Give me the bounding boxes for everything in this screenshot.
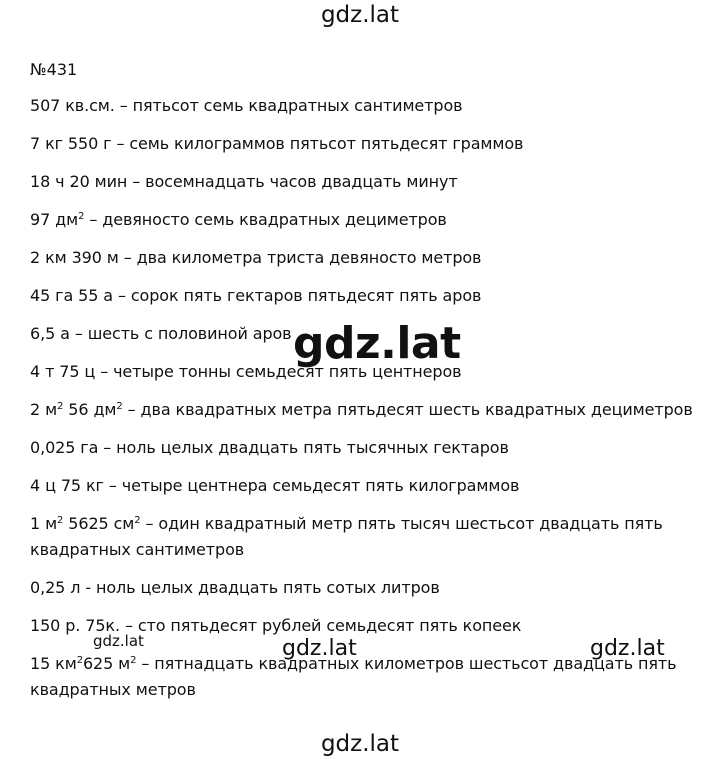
watermark-mid: gdz.lat (282, 636, 357, 661)
superscript: 2 (57, 401, 64, 412)
answer-line-3: 18 ч 20 мин – восемнадцать часов двадцать минут (30, 172, 458, 191)
answer-line-14: 150 р. 75к. – сто пятьдесят рублей семьдесят пять копеек (30, 616, 522, 635)
answer-line-9 (30, 400, 693, 419)
answer-line-15-continuation: квадратных метров (30, 680, 196, 699)
superscript: 2 (57, 515, 64, 526)
answer-line-4-value: 97 дм (30, 210, 79, 229)
answer-line-12-continuation: квадратных сантиметров (30, 540, 245, 559)
superscript: 2 (134, 515, 141, 526)
answer-line-11: 4 ц 75 кг – четыре центнера семьдесят пять килограммов (30, 476, 520, 495)
watermark-center: gdz.lat (293, 318, 461, 369)
answer-line-6: 45 га 55 а – сорок пять гектаров пятьдесят пять аров (30, 286, 482, 305)
answer-line-15-value-a: 15 км (30, 654, 77, 673)
watermark-small: gdz.lat (93, 632, 144, 650)
answer-line-15-text: – пятнадцать квадратных километров шестьсот двадцать пять (136, 654, 677, 673)
answer-line-4-text: – девяносто семь квадратных дециметров (84, 210, 447, 229)
superscript: 2 (76, 655, 83, 666)
answer-line-15-value-b: 625 м (82, 654, 131, 673)
exercise-number: №431 (30, 60, 78, 79)
watermark-right: gdz.lat (590, 636, 665, 661)
superscript: 2 (130, 655, 137, 666)
watermark-bottom: gdz.lat (320, 731, 400, 757)
superscript: 2 (116, 401, 123, 412)
answer-line-9-text: – два квадратных метра пятьдесят шесть квадратных дециметров (122, 400, 693, 419)
watermark-top: gdz.lat (320, 2, 400, 28)
answer-line-12 (30, 514, 663, 533)
answer-line-8: 4 т 75 ц – четыре тонны семьдесят пять центнеров (30, 362, 462, 381)
answer-line-12-text: – один квадратный метр пять тысяч шестьсот двадцать пять (140, 514, 663, 533)
answer-line-9-value-b: 56 дм (63, 400, 117, 419)
answer-line-13: 0,25 л - ноль целых двадцать пять сотых литров (30, 578, 440, 597)
superscript: 2 (78, 211, 85, 222)
answer-line-9-value-a: 2 м (30, 400, 58, 419)
answer-line-12-value-b: 5625 см (63, 514, 135, 533)
answer-line-1: 507 кв.см. – пятьсот семь квадратных сантиметров (30, 96, 463, 115)
answer-line-4 (30, 210, 447, 229)
answer-line-2: 7 кг 550 г – семь килограммов пятьсот пятьдесят граммов (30, 134, 524, 153)
answer-line-12-value-a: 1 м (30, 514, 58, 533)
answer-line-7: 6,5 а – шесть с половиной аров (30, 324, 292, 343)
answer-line-5: 2 км 390 м – два километра триста девяносто метров (30, 248, 482, 267)
answer-line-10: 0,025 га – ноль целых двадцать пять тысячных гектаров (30, 438, 509, 457)
